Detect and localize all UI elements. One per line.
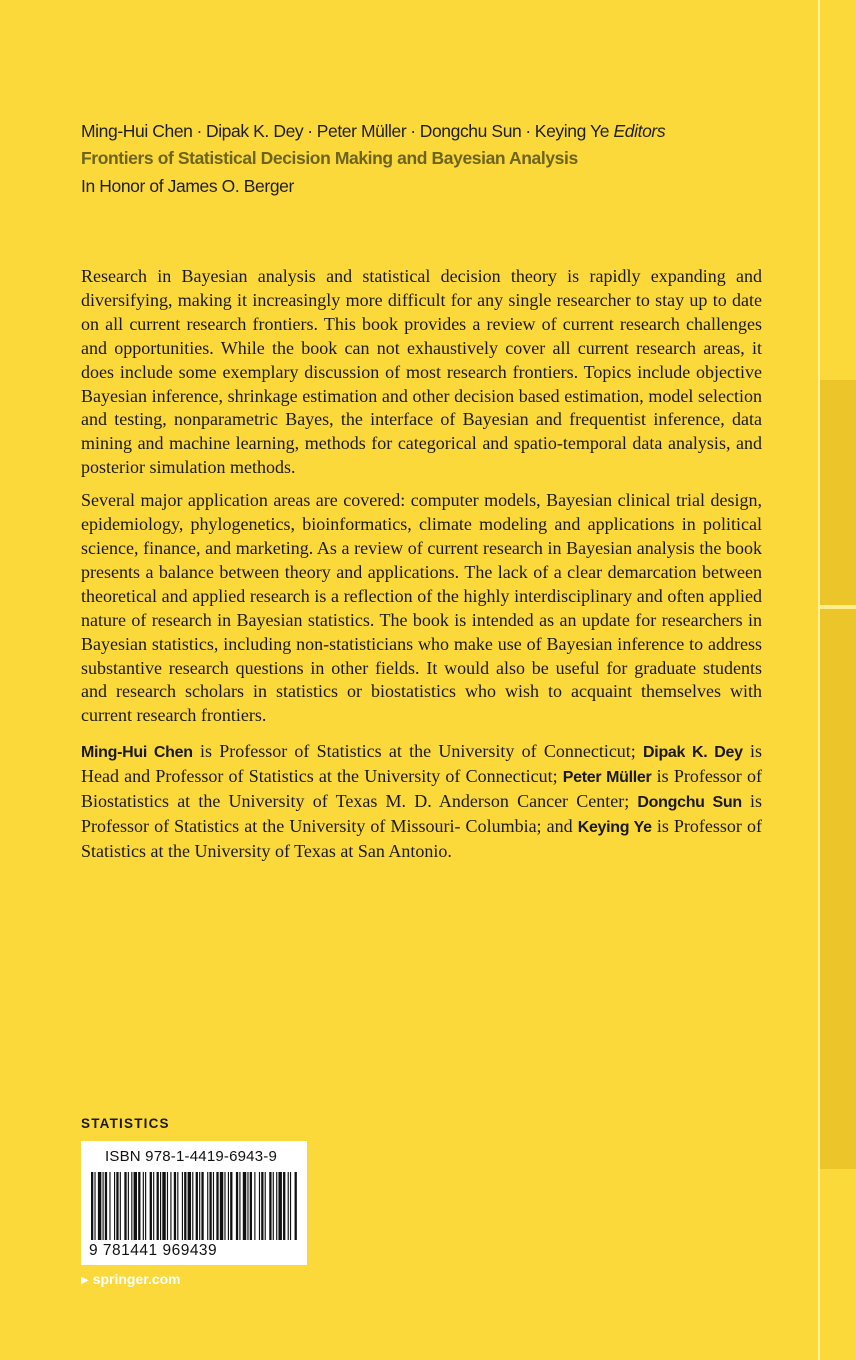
barcode-bar xyxy=(94,1172,95,1240)
barcode-bar xyxy=(261,1172,263,1240)
barcode-bar xyxy=(250,1172,252,1240)
barcode-bar xyxy=(160,1172,161,1240)
barcode-bar xyxy=(109,1172,110,1240)
editor-bios-paragraph xyxy=(81,740,762,864)
editor-name: Dipak K. Dey xyxy=(205,121,304,141)
barcode-bar xyxy=(283,1172,285,1240)
barcode-bar xyxy=(247,1172,248,1240)
barcode-bar xyxy=(295,1172,297,1240)
barcode-bar xyxy=(273,1172,274,1240)
spine-band-upper xyxy=(820,380,856,605)
barcode-bar xyxy=(174,1172,176,1240)
editor-name: Ming-Hui Chen xyxy=(81,121,193,141)
barcode-bar xyxy=(188,1172,191,1240)
barcode-bar xyxy=(116,1172,118,1240)
barcode-bar xyxy=(220,1172,223,1240)
bio-name: Dipak K. Dey xyxy=(643,744,743,762)
arrow-right-icon: ▶ xyxy=(81,1275,89,1286)
barcode-bar xyxy=(184,1172,186,1240)
bio-name: Peter Müller xyxy=(562,769,652,787)
website-label: springer.com xyxy=(92,1271,181,1287)
barcode-bar xyxy=(124,1172,126,1240)
barcode-bar xyxy=(138,1172,140,1240)
barcode-bar xyxy=(290,1172,291,1240)
barcode-bar xyxy=(276,1172,277,1240)
publisher-website[interactable] xyxy=(81,1271,181,1287)
barcode-bar xyxy=(259,1172,260,1240)
barcode-bar xyxy=(207,1172,208,1240)
editors-role-label: Editors xyxy=(613,121,666,141)
barcode-bar xyxy=(153,1172,154,1240)
barcode-bar xyxy=(216,1172,218,1240)
editor-name: Peter Müller xyxy=(316,121,407,141)
barcode-bar xyxy=(228,1172,229,1240)
barcode-digits: 9 781441 969439 xyxy=(89,1242,218,1259)
barcode-bar xyxy=(265,1172,266,1240)
barcode-bar xyxy=(224,1172,225,1240)
barcode-bar xyxy=(167,1172,168,1240)
barcode-bar xyxy=(114,1172,115,1240)
barcode-bar xyxy=(131,1172,132,1240)
barcode-bar xyxy=(230,1172,232,1240)
description-paragraph-1: Research in Bayesian analysis and statistical decision theory is rapidly expanding and diversifying, making it increasingly more difficult for any single researcher to stay up to date on all current research frontiers. This book provides a review of current research challenges and opportunities. While the book can not exhaustively cover all current research areas, it does include some exemplary discussion of most research frontiers. Topics include objective Bayesian inference, shrinkage estimation and other decision based estimation, model selection and testing, nonparametric Bayes, the interface of Bayesian and frequentist inference, data mining and machine learning, methods for categorical and spatio-temporal data analysis, and posterior simulation methods. xyxy=(81,266,762,478)
editor-separator: · xyxy=(410,121,416,141)
editor-separator: · xyxy=(196,121,202,141)
barcode-bar xyxy=(192,1172,193,1240)
spine-band-lower xyxy=(820,609,856,1169)
barcode-bar xyxy=(182,1172,183,1240)
barcode-bar xyxy=(103,1172,104,1240)
barcode-bar xyxy=(269,1172,271,1240)
bio-text: is Professor of Statistics at the University of Connecticut; xyxy=(192,741,644,762)
book-title: Frontiers of Statistical Decision Making and Bayesian Analysis xyxy=(81,148,578,168)
bio-name: Keying Ye xyxy=(577,818,652,836)
isbn-barcode-panel xyxy=(81,1141,307,1265)
barcode-bar xyxy=(170,1172,171,1240)
barcode-graphic xyxy=(89,1172,299,1242)
barcode-bar xyxy=(213,1172,214,1240)
barcode-bar xyxy=(91,1172,93,1240)
editors-line xyxy=(81,119,801,143)
isbn-label: ISBN 978-1-4419-6943-9 xyxy=(105,1148,278,1165)
barcode-bar xyxy=(209,1172,211,1240)
editor-separator: · xyxy=(525,121,531,141)
barcode-bar xyxy=(157,1172,159,1240)
barcode-bar xyxy=(98,1172,101,1240)
bio-name: Ming-Hui Chen xyxy=(81,744,193,762)
barcode-bar xyxy=(236,1172,238,1240)
barcode-bar xyxy=(145,1172,146,1240)
editor-separator: · xyxy=(307,121,313,141)
bio-name: Dongchu Sun xyxy=(637,794,742,812)
barcode-bar xyxy=(105,1172,107,1240)
barcode-bar xyxy=(196,1172,198,1240)
barcode-bar xyxy=(143,1172,144,1240)
barcode-bar xyxy=(201,1172,203,1240)
bio-text: is Professor of Biostatistics at the University of Texas M. D. Anderson Cancer Center; xyxy=(81,766,762,812)
bio-text: is Professor of Statistics at the University of Texas at San Antonio. xyxy=(81,815,762,861)
barcode-bar xyxy=(162,1172,165,1240)
bio-text: is Head and Professor of Statistics at the University of Connecticut; xyxy=(81,741,762,787)
book-subtitle: In Honor of James O. Berger xyxy=(81,176,294,196)
barcode-bar xyxy=(134,1172,137,1240)
barcode-bar xyxy=(254,1172,255,1240)
bio-text: is Professor of Statistics at the University of Missouri- Columbia; and xyxy=(81,791,763,836)
back-cover-blurb xyxy=(81,265,762,873)
editor-name: Dongchu Sun xyxy=(419,121,522,141)
barcode-bar xyxy=(278,1172,281,1240)
barcode-bar xyxy=(150,1172,152,1240)
barcode-bar xyxy=(243,1172,246,1240)
barcode-bar xyxy=(128,1172,129,1240)
subject-category: STATISTICS xyxy=(81,1116,170,1131)
cover-header xyxy=(81,119,801,199)
editor-name: Keying Ye xyxy=(534,121,610,141)
description-paragraph-2: Several major application areas are covered: computer models, Bayesian clinical trial design, epidemiology, phylogenetics, bioinformatics, climate modeling and applications in political science, finance, and marketing. As a review of current research in Bayesian analysis the book presents a balance between theory and applications. The lack of a clear demarcation between theoretical and applied research is a reflection of the highly interdisciplinary and often applied nature of research in Bayesian statistics. The book is intended as an update for researchers in Bayesian statistics, including non-statisticians who make use of Bayesian inference to address substantive research questions in other fields. It would also be useful for graduate students and research scholars in statistics or biostatistics who wish to acquaint themselves with current research frontiers. xyxy=(81,490,762,726)
barcode-bar xyxy=(239,1172,240,1240)
barcode-bar xyxy=(199,1172,200,1240)
barcode-bar xyxy=(120,1172,121,1240)
barcode-bar xyxy=(288,1172,289,1240)
barcode-bar xyxy=(177,1172,178,1240)
